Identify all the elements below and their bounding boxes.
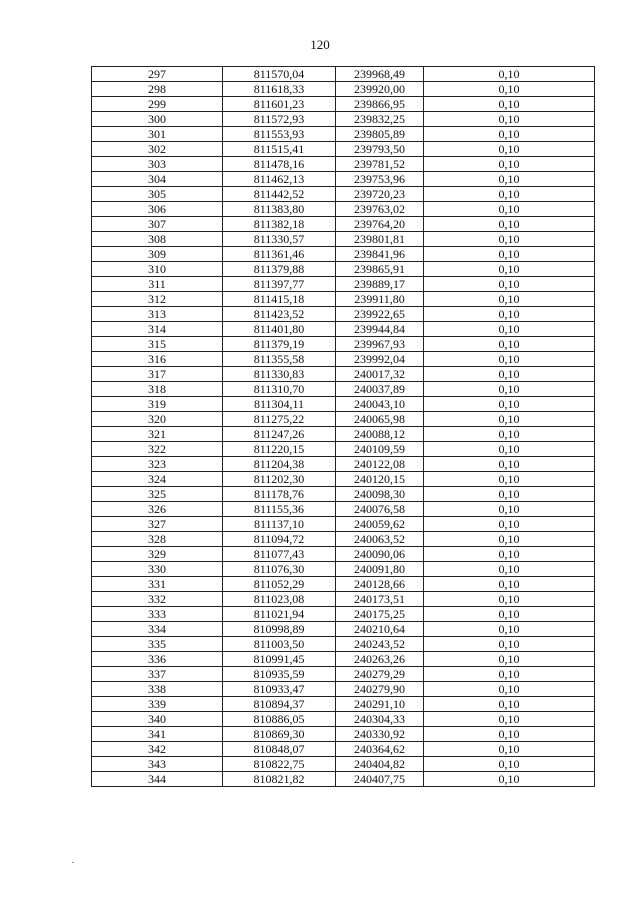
y-coordinate-cell: 240128,66: [336, 577, 424, 592]
y-coordinate-cell: 239911,80: [336, 292, 424, 307]
table-row: [92, 217, 595, 232]
tolerance-cell: 0,10: [424, 442, 595, 457]
tolerance-cell: 0,10: [424, 742, 595, 757]
x-coordinate-cell: 811601,23: [223, 97, 336, 112]
point-number-cell: 336: [92, 652, 223, 667]
table-row: [92, 67, 595, 82]
y-coordinate-cell: 239889,17: [336, 277, 424, 292]
tolerance-cell: 0,10: [424, 592, 595, 607]
tolerance-cell: 0,10: [424, 682, 595, 697]
point-number-cell: 328: [92, 532, 223, 547]
y-coordinate-cell: 239992,04: [336, 352, 424, 367]
x-coordinate-cell: 811361,46: [223, 247, 336, 262]
tolerance-cell: 0,10: [424, 337, 595, 352]
table-row: [92, 172, 595, 187]
table-row: [92, 637, 595, 652]
point-number-cell: 316: [92, 352, 223, 367]
x-coordinate-cell: 811275,22: [223, 412, 336, 427]
y-coordinate-cell: 240175,25: [336, 607, 424, 622]
tolerance-cell: 0,10: [424, 352, 595, 367]
tolerance-cell: 0,10: [424, 112, 595, 127]
tolerance-cell: 0,10: [424, 202, 595, 217]
table-row: [92, 202, 595, 217]
point-number-cell: 334: [92, 622, 223, 637]
tolerance-cell: 0,10: [424, 397, 595, 412]
x-coordinate-cell: 810848,07: [223, 742, 336, 757]
x-coordinate-cell: 811052,29: [223, 577, 336, 592]
table-row: [92, 322, 595, 337]
y-coordinate-cell: 240210,64: [336, 622, 424, 637]
table-row: [92, 547, 595, 562]
x-coordinate-cell: 810886,05: [223, 712, 336, 727]
point-number-cell: 327: [92, 517, 223, 532]
x-coordinate-cell: 811137,10: [223, 517, 336, 532]
point-number-cell: 322: [92, 442, 223, 457]
scan-speck: [72, 862, 74, 863]
y-coordinate-cell: 239753,96: [336, 172, 424, 187]
x-coordinate-cell: 811330,57: [223, 232, 336, 247]
point-number-cell: 301: [92, 127, 223, 142]
x-coordinate-cell: 811304,11: [223, 397, 336, 412]
y-coordinate-cell: 240043,10: [336, 397, 424, 412]
tolerance-cell: 0,10: [424, 652, 595, 667]
tolerance-cell: 0,10: [424, 487, 595, 502]
point-number-cell: 307: [92, 217, 223, 232]
table-row: [92, 517, 595, 532]
x-coordinate-cell: 811003,50: [223, 637, 336, 652]
tolerance-cell: 0,10: [424, 517, 595, 532]
x-coordinate-cell: 811077,43: [223, 547, 336, 562]
x-coordinate-cell: 810935,59: [223, 667, 336, 682]
x-coordinate-cell: 810821,82: [223, 772, 336, 787]
point-number-cell: 343: [92, 757, 223, 772]
point-number-cell: 297: [92, 67, 223, 82]
point-number-cell: 306: [92, 202, 223, 217]
x-coordinate-cell: 811355,58: [223, 352, 336, 367]
tolerance-cell: 0,10: [424, 382, 595, 397]
y-coordinate-cell: 239764,20: [336, 217, 424, 232]
x-coordinate-cell: 811478,16: [223, 157, 336, 172]
point-number-cell: 329: [92, 547, 223, 562]
point-number-cell: 342: [92, 742, 223, 757]
tolerance-cell: 0,10: [424, 427, 595, 442]
y-coordinate-cell: 239763,02: [336, 202, 424, 217]
x-coordinate-cell: 810869,30: [223, 727, 336, 742]
x-coordinate-cell: 811382,18: [223, 217, 336, 232]
point-number-cell: 335: [92, 637, 223, 652]
tolerance-cell: 0,10: [424, 637, 595, 652]
y-coordinate-cell: 239968,49: [336, 67, 424, 82]
table-row: [92, 532, 595, 547]
table-row: [92, 262, 595, 277]
point-number-cell: 338: [92, 682, 223, 697]
y-coordinate-cell: 239801,81: [336, 232, 424, 247]
table-row: [92, 577, 595, 592]
point-number-cell: 315: [92, 337, 223, 352]
tolerance-cell: 0,10: [424, 307, 595, 322]
x-coordinate-cell: 811442,52: [223, 187, 336, 202]
x-coordinate-cell: 811379,19: [223, 337, 336, 352]
table-row: [92, 127, 595, 142]
x-coordinate-cell: 811515,41: [223, 142, 336, 157]
table-row: [92, 697, 595, 712]
x-coordinate-cell: 811401,80: [223, 322, 336, 337]
point-number-cell: 340: [92, 712, 223, 727]
y-coordinate-cell: 239920,00: [336, 82, 424, 97]
tolerance-cell: 0,10: [424, 157, 595, 172]
x-coordinate-cell: 811397,77: [223, 277, 336, 292]
point-number-cell: 344: [92, 772, 223, 787]
table-row: [92, 397, 595, 412]
y-coordinate-cell: 240120,15: [336, 472, 424, 487]
tolerance-cell: 0,10: [424, 547, 595, 562]
point-number-cell: 325: [92, 487, 223, 502]
point-number-cell: 317: [92, 367, 223, 382]
point-number-cell: 319: [92, 397, 223, 412]
point-number-cell: 330: [92, 562, 223, 577]
table-row: [92, 607, 595, 622]
point-number-cell: 331: [92, 577, 223, 592]
table-row: [92, 412, 595, 427]
point-number-cell: 314: [92, 322, 223, 337]
y-coordinate-cell: 240059,62: [336, 517, 424, 532]
tolerance-cell: 0,10: [424, 622, 595, 637]
y-coordinate-cell: 240404,82: [336, 757, 424, 772]
table-row: [92, 112, 595, 127]
x-coordinate-cell: 810822,75: [223, 757, 336, 772]
y-coordinate-cell: 240407,75: [336, 772, 424, 787]
x-coordinate-cell: 810894,37: [223, 697, 336, 712]
table-row: [92, 622, 595, 637]
table-row: [92, 232, 595, 247]
point-number-cell: 320: [92, 412, 223, 427]
table-row: [92, 712, 595, 727]
point-number-cell: 298: [92, 82, 223, 97]
point-number-cell: 309: [92, 247, 223, 262]
tolerance-cell: 0,10: [424, 502, 595, 517]
table-row: [92, 472, 595, 487]
table-row: [92, 292, 595, 307]
y-coordinate-cell: 240330,92: [336, 727, 424, 742]
tolerance-cell: 0,10: [424, 82, 595, 97]
point-number-cell: 332: [92, 592, 223, 607]
x-coordinate-cell: 811178,76: [223, 487, 336, 502]
point-number-cell: 312: [92, 292, 223, 307]
tolerance-cell: 0,10: [424, 697, 595, 712]
point-number-cell: 304: [92, 172, 223, 187]
tolerance-cell: 0,10: [424, 367, 595, 382]
table-row: [92, 382, 595, 397]
table-row: [92, 502, 595, 517]
x-coordinate-cell: 811023,08: [223, 592, 336, 607]
point-number-cell: 321: [92, 427, 223, 442]
x-coordinate-cell: 811247,26: [223, 427, 336, 442]
tolerance-cell: 0,10: [424, 412, 595, 427]
table-row: [92, 442, 595, 457]
table-row: [92, 652, 595, 667]
y-coordinate-cell: 240017,32: [336, 367, 424, 382]
x-coordinate-cell: 810933,47: [223, 682, 336, 697]
tolerance-cell: 0,10: [424, 232, 595, 247]
y-coordinate-cell: 240304,33: [336, 712, 424, 727]
table-row: [92, 142, 595, 157]
table-row: [92, 727, 595, 742]
table-row: [92, 247, 595, 262]
coordinates-table: [91, 66, 595, 787]
point-number-cell: 318: [92, 382, 223, 397]
table-row: [92, 97, 595, 112]
point-number-cell: 337: [92, 667, 223, 682]
point-number-cell: 299: [92, 97, 223, 112]
x-coordinate-cell: 811202,30: [223, 472, 336, 487]
y-coordinate-cell: 239805,89: [336, 127, 424, 142]
x-coordinate-cell: 811462,13: [223, 172, 336, 187]
point-number-cell: 311: [92, 277, 223, 292]
point-number-cell: 305: [92, 187, 223, 202]
table-row: [92, 682, 595, 697]
y-coordinate-cell: 240109,59: [336, 442, 424, 457]
tolerance-cell: 0,10: [424, 727, 595, 742]
table-row: [92, 427, 595, 442]
point-number-cell: 300: [92, 112, 223, 127]
point-number-cell: 326: [92, 502, 223, 517]
y-coordinate-cell: 240090,06: [336, 547, 424, 562]
table-row: [92, 157, 595, 172]
table-row: [92, 757, 595, 772]
x-coordinate-cell: 811423,52: [223, 307, 336, 322]
y-coordinate-cell: 239967,93: [336, 337, 424, 352]
x-coordinate-cell: 811220,15: [223, 442, 336, 457]
y-coordinate-cell: 239865,91: [336, 262, 424, 277]
tolerance-cell: 0,10: [424, 607, 595, 622]
point-number-cell: 302: [92, 142, 223, 157]
table-row: [92, 742, 595, 757]
tolerance-cell: 0,10: [424, 712, 595, 727]
x-coordinate-cell: 811076,30: [223, 562, 336, 577]
x-coordinate-cell: 811618,33: [223, 82, 336, 97]
table-row: [92, 487, 595, 502]
tolerance-cell: 0,10: [424, 292, 595, 307]
tolerance-cell: 0,10: [424, 217, 595, 232]
table-row: [92, 772, 595, 787]
y-coordinate-cell: 240088,12: [336, 427, 424, 442]
table-row: [92, 667, 595, 682]
y-coordinate-cell: 239793,50: [336, 142, 424, 157]
coordinates-table-body: [92, 67, 595, 787]
tolerance-cell: 0,10: [424, 322, 595, 337]
point-number-cell: 323: [92, 457, 223, 472]
y-coordinate-cell: 240076,58: [336, 502, 424, 517]
page-number: 120: [310, 37, 330, 52]
point-number-cell: 333: [92, 607, 223, 622]
y-coordinate-cell: 240279,90: [336, 682, 424, 697]
tolerance-cell: 0,10: [424, 127, 595, 142]
y-coordinate-cell: 240263,26: [336, 652, 424, 667]
y-coordinate-cell: 240279,29: [336, 667, 424, 682]
x-coordinate-cell: 811553,93: [223, 127, 336, 142]
y-coordinate-cell: 239922,65: [336, 307, 424, 322]
tolerance-cell: 0,10: [424, 757, 595, 772]
point-number-cell: 310: [92, 262, 223, 277]
x-coordinate-cell: 811155,36: [223, 502, 336, 517]
point-number-cell: 339: [92, 697, 223, 712]
tolerance-cell: 0,10: [424, 472, 595, 487]
y-coordinate-cell: 240243,52: [336, 637, 424, 652]
y-coordinate-cell: 240091,80: [336, 562, 424, 577]
x-coordinate-cell: 811570,04: [223, 67, 336, 82]
tolerance-cell: 0,10: [424, 562, 595, 577]
x-coordinate-cell: 811094,72: [223, 532, 336, 547]
y-coordinate-cell: 239866,95: [336, 97, 424, 112]
y-coordinate-cell: 239944,84: [336, 322, 424, 337]
tolerance-cell: 0,10: [424, 247, 595, 262]
x-coordinate-cell: 810991,45: [223, 652, 336, 667]
tolerance-cell: 0,10: [424, 262, 595, 277]
y-coordinate-cell: 239832,25: [336, 112, 424, 127]
y-coordinate-cell: 240098,30: [336, 487, 424, 502]
table-row: [92, 562, 595, 577]
tolerance-cell: 0,10: [424, 457, 595, 472]
tolerance-cell: 0,10: [424, 142, 595, 157]
tolerance-cell: 0,10: [424, 67, 595, 82]
y-coordinate-cell: 240037,89: [336, 382, 424, 397]
point-number-cell: 308: [92, 232, 223, 247]
y-coordinate-cell: 240065,98: [336, 412, 424, 427]
table-row: [92, 82, 595, 97]
point-number-cell: 303: [92, 157, 223, 172]
x-coordinate-cell: 811204,38: [223, 457, 336, 472]
table-row: [92, 277, 595, 292]
y-coordinate-cell: 239781,52: [336, 157, 424, 172]
table-row: [92, 187, 595, 202]
table-row: [92, 337, 595, 352]
x-coordinate-cell: 811310,70: [223, 382, 336, 397]
y-coordinate-cell: 239841,96: [336, 247, 424, 262]
y-coordinate-cell: 239720,23: [336, 187, 424, 202]
point-number-cell: 324: [92, 472, 223, 487]
x-coordinate-cell: 811379,88: [223, 262, 336, 277]
x-coordinate-cell: 811415,18: [223, 292, 336, 307]
y-coordinate-cell: 240173,51: [336, 592, 424, 607]
x-coordinate-cell: 811572,93: [223, 112, 336, 127]
y-coordinate-cell: 240364,62: [336, 742, 424, 757]
point-number-cell: 341: [92, 727, 223, 742]
tolerance-cell: 0,10: [424, 667, 595, 682]
table-row: [92, 307, 595, 322]
tolerance-cell: 0,10: [424, 532, 595, 547]
y-coordinate-cell: 240291,10: [336, 697, 424, 712]
tolerance-cell: 0,10: [424, 97, 595, 112]
y-coordinate-cell: 240122,08: [336, 457, 424, 472]
tolerance-cell: 0,10: [424, 577, 595, 592]
tolerance-cell: 0,10: [424, 172, 595, 187]
table-row: [92, 352, 595, 367]
x-coordinate-cell: 811021,94: [223, 607, 336, 622]
table-row: [92, 457, 595, 472]
x-coordinate-cell: 811330,83: [223, 367, 336, 382]
x-coordinate-cell: 811383,80: [223, 202, 336, 217]
tolerance-cell: 0,10: [424, 772, 595, 787]
table-row: [92, 367, 595, 382]
table-row: [92, 592, 595, 607]
tolerance-cell: 0,10: [424, 187, 595, 202]
point-number-cell: 313: [92, 307, 223, 322]
tolerance-cell: 0,10: [424, 277, 595, 292]
x-coordinate-cell: 810998,89: [223, 622, 336, 637]
y-coordinate-cell: 240063,52: [336, 532, 424, 547]
